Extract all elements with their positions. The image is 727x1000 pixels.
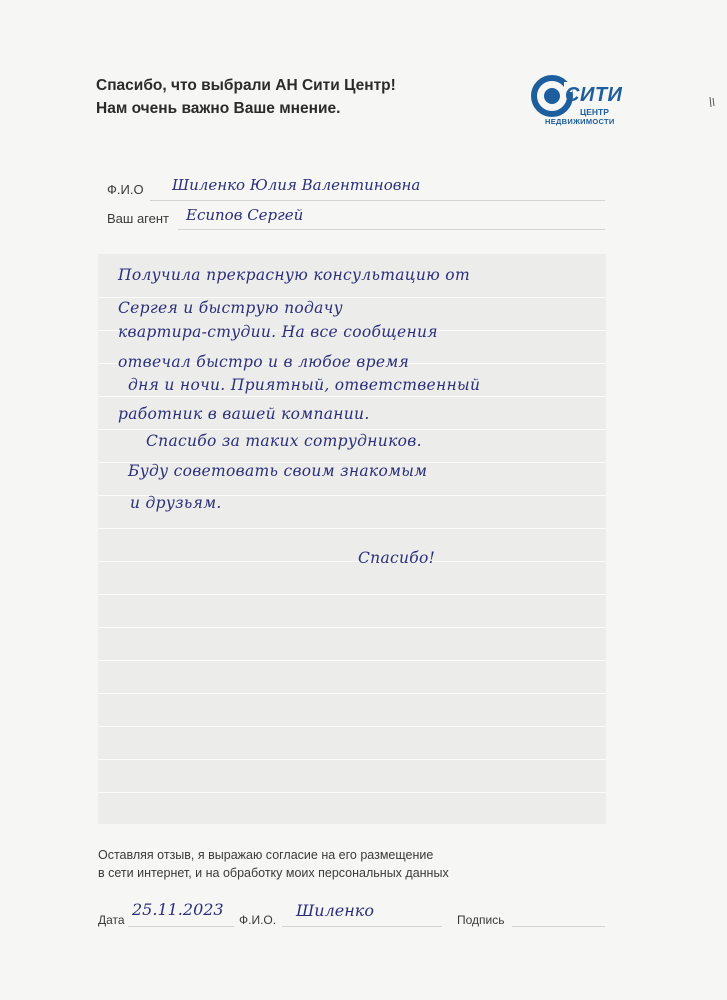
feedback-line: Сергея и быструю подачу [118,299,343,317]
ruled-line [98,297,606,298]
footer-fio-handwritten: Шиленко [296,901,374,920]
feedback-line: отвечал быстро и в любое время [118,353,410,371]
logo-subtitle-2: НЕДВИЖИМОСТИ [545,117,615,126]
consent-text [98,846,449,882]
fio-underline [150,200,605,201]
footer-fio-underline [282,926,442,927]
signature-label: Подпись [457,913,505,927]
ruled-line [98,594,606,595]
ruled-line [98,627,606,628]
feedback-line: Спасибо за таких сотрудников. [146,432,422,450]
ruled-line [98,726,606,727]
feedback-line: Буду советовать своим знакомым [128,462,428,480]
ruled-line [98,528,606,529]
signature-underline [512,926,605,927]
ruled-line [98,429,606,430]
ruled-line [98,561,606,562]
fio-handwritten: Шиленко Юлия Валентиновна [172,176,421,194]
ruled-line [98,693,606,694]
form-heading [96,74,396,120]
heading-line-2: Нам очень важно Ваше мнение. [96,100,341,117]
feedback-line: квартира-студии. На все сообщения [118,323,438,341]
heading-line-1: Спасибо, что выбрали АН Сити Центр! [96,77,396,94]
agent-label: Ваш агент [107,211,169,226]
ruled-line [98,759,606,760]
margin-mark-icon [708,96,716,108]
logo-word: СИТИ [565,84,623,106]
ruled-line [98,396,606,397]
feedback-line: Спасибо! [358,549,436,567]
feedback-line: работник в вашей компании. [118,405,370,423]
consent-line-1: Оставляя отзыв, я выражаю согласие на его размещение [98,848,434,862]
ruled-line [98,792,606,793]
agent-handwritten: Есипов Сергей [186,206,304,224]
ruled-line [98,660,606,661]
fio-label: Ф.И.О [107,182,144,197]
consent-line-2: в сети интернет, и на обработку моих персональных данных [98,866,449,880]
feedback-line: дня и ночи. Приятный, ответственный [128,376,481,394]
feedback-line: Получила прекрасную консультацию от [118,266,470,284]
date-underline [128,926,234,927]
logo-subtitle-1: ЦЕНТР [580,107,609,117]
feedback-line: и друзьям. [130,494,222,512]
footer-fio-label: Ф.И.О. [239,913,277,927]
date-label: Дата [98,913,125,927]
agent-underline [178,229,605,230]
date-handwritten: 25.11.2023 [132,900,224,919]
